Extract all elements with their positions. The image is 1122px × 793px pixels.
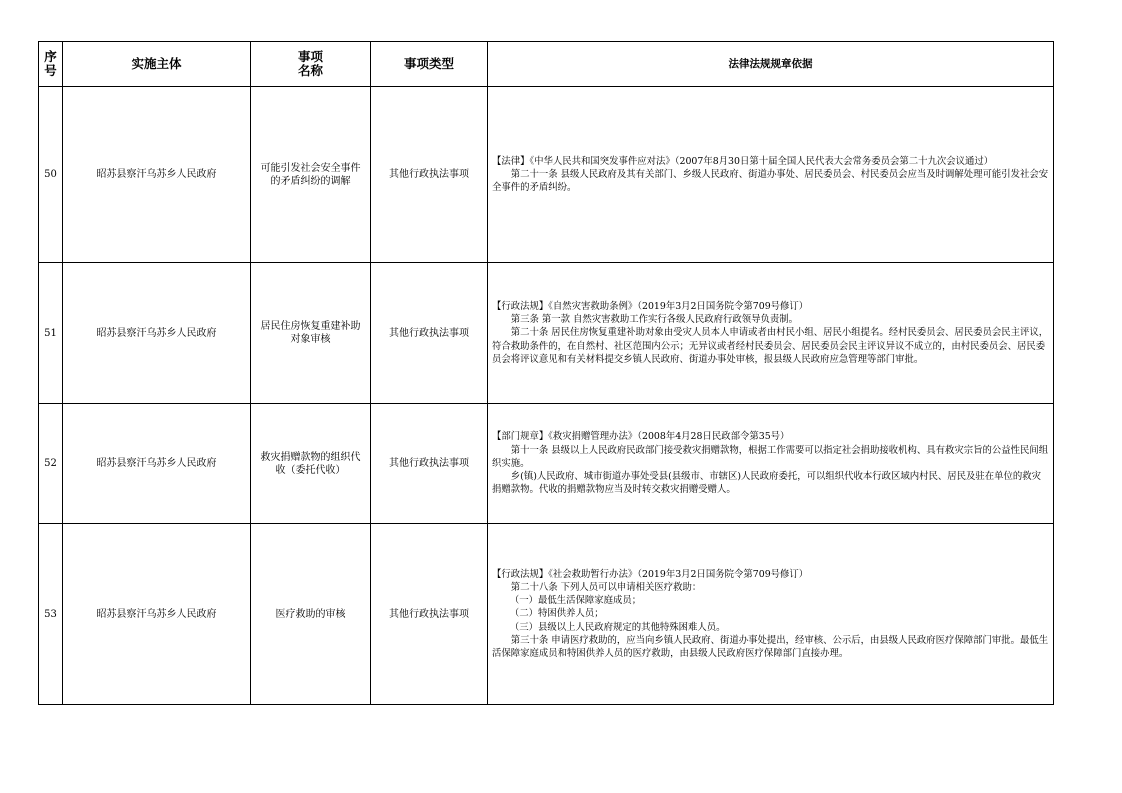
header-type: 事项类型	[371, 42, 488, 87]
row-name: 医疗救助的审核	[251, 524, 371, 705]
row-name: 救灾捐赠款物的组织代收（委托代收）	[251, 404, 371, 524]
basis-source: 【行政法规】《自然灾害救助条例》（2019年3月2日国务院令第709号修订）	[492, 300, 809, 312]
table-row	[39, 404, 1054, 524]
basis-item: （一）最低生活保障家庭成员；	[509, 595, 642, 607]
row-seq: 50	[39, 87, 63, 263]
row-type: 其他行政执法事项	[371, 404, 488, 524]
header-subject: 实施主体	[63, 42, 251, 87]
row-basis	[488, 87, 1054, 263]
basis-item: （二）特困供养人员；	[509, 608, 604, 620]
row-seq: 52	[39, 404, 63, 524]
row-subject: 昭苏县察汗乌苏乡人民政府	[63, 524, 251, 705]
basis-article: 第三十条 申请医疗救助的，应当向乡镇人民政府、街道办事处提出，经审核、公示后，由县级人民政府医疗保障部门审批。最低生活保障家庭成员和特困供养人员的医疗救助，由县级人民政府医疗保障部门直接办理。	[492, 634, 1049, 659]
basis-article: 第二十一条 县级人民政府及其有关部门、乡级人民政府、街道办事处、居民委员会、村民委员会应当及时调解处理可能引发社会安全事件的矛盾纠纷。	[492, 168, 1049, 194]
row-name: 居民住房恢复重建补助对象审核	[251, 263, 371, 404]
basis-article: 第十一条 县级以上人民政府民政部门接受救灾捐赠款物，根据工作需要可以指定社会捐助接收机构、具有救灾宗旨的公益性民间组织实施。	[492, 444, 1049, 469]
header-name: 事项名称	[251, 42, 371, 87]
row-subject: 昭苏县察汗乌苏乡人民政府	[63, 404, 251, 524]
table-header-row	[39, 42, 1054, 87]
basis-article: 第二十八条 下列人员可以申请相关医疗救助：	[510, 581, 702, 593]
basis-source: 【法律】《中华人民共和国突发事件应对法》（2007年8月30日第十届全国人民代表大会常务委员会第二十九次会议通过）	[492, 155, 994, 167]
header-basis: 法律法规规章依据	[488, 42, 1054, 87]
row-type: 其他行政执法事项	[371, 263, 488, 404]
row-basis	[488, 404, 1054, 524]
enforcement-items-table	[38, 41, 1054, 705]
table-row	[39, 87, 1054, 263]
basis-source: 【部门规章】《救灾捐赠管理办法》（2008年4月28日民政部令第35号）	[492, 431, 790, 443]
basis-source: 【行政法规】《社会救助暂行办法》（2019年3月2日国务院令第709号修订）	[492, 568, 809, 580]
row-type: 其他行政执法事项	[371, 87, 488, 263]
table-row	[39, 263, 1054, 404]
row-basis	[488, 524, 1054, 705]
basis-article: 第二十条 居民住房恢复重建补助对象由受灾人员本人申请或者由村民小组、居民小组提名。经村民委员会、居民委员会民主评议，符合救助条件的，在自然村、社区范围内公示；无异议或者经村民委员会、居民委员会民主评议异议不成立的，由村民委员会、居民委员会将评议意见和有关材料提交乡镇人民政府、街道办事处审核，报县级人民政府应急管理等部门审批。	[492, 327, 1049, 365]
table-row	[39, 524, 1054, 705]
row-seq: 51	[39, 263, 63, 404]
row-subject: 昭苏县察汗乌苏乡人民政府	[63, 87, 251, 263]
row-type: 其他行政执法事项	[371, 524, 488, 705]
basis-article: 第三条 第一款 自然灾害救助工作实行各级人民政府行政领导负责制。	[510, 314, 799, 326]
row-basis	[488, 263, 1054, 404]
header-seq: 序号	[39, 42, 63, 87]
basis-article: 乡(镇)人民政府、城市街道办事处受县(县级市、市辖区)人民政府委托，可以组织代收本行政区域内村民、居民及驻在单位的救灾捐赠款物。代收的捐赠款物应当及时转交救灾捐赠受赠人。	[492, 471, 1042, 496]
row-name: 可能引发社会安全事件的矛盾纠纷的调解	[251, 87, 371, 263]
row-seq: 53	[39, 524, 63, 705]
basis-item: （三）县级以上人民政府规定的其他特殊困难人员。	[509, 621, 726, 633]
row-subject: 昭苏县察汗乌苏乡人民政府	[63, 263, 251, 404]
